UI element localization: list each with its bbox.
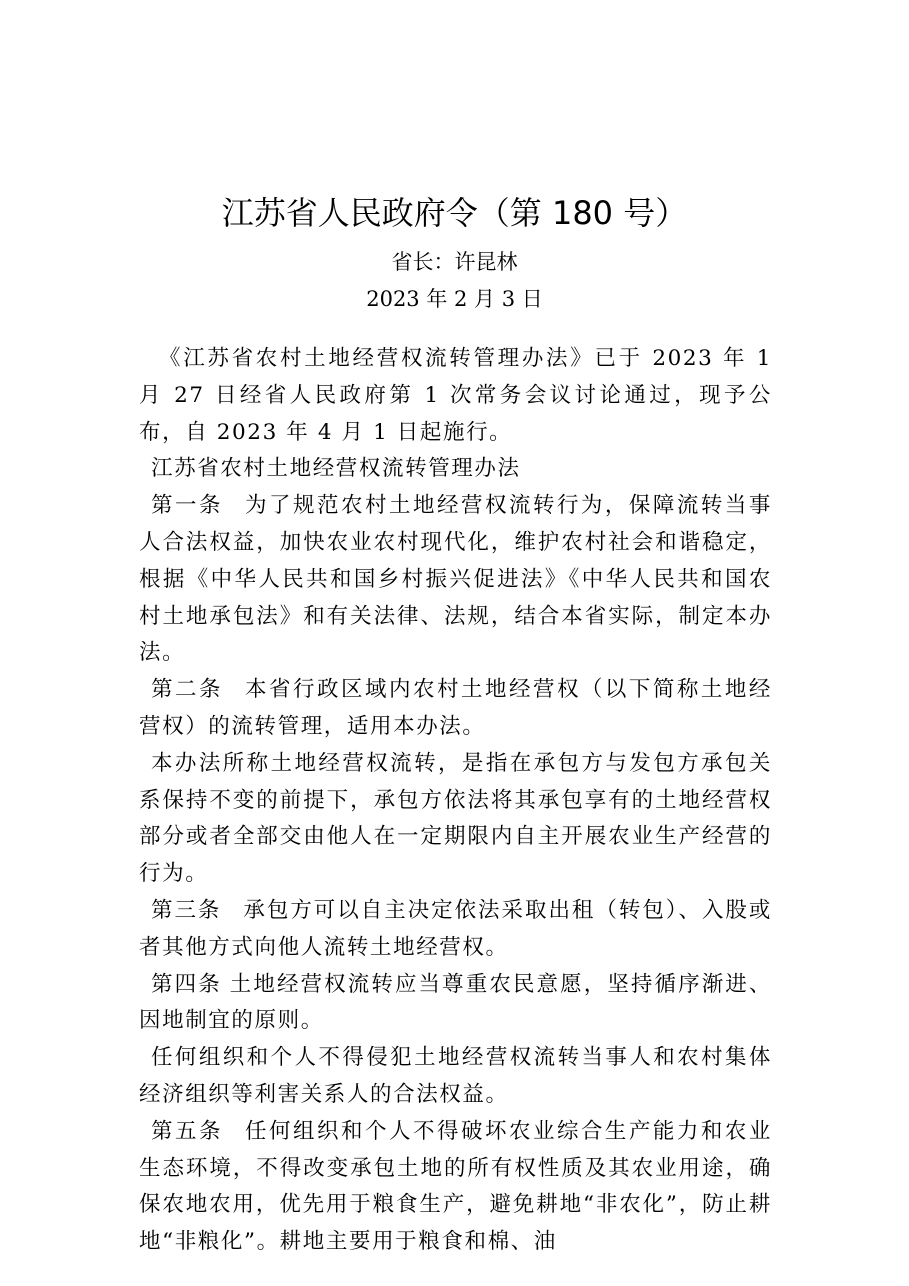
- paragraph-text: 《江苏省农村土地经营权流转管理办法》已于 2023 年 1 月 27 日经省人民政府第 1 次常务会议讨论通过，现予公布，自 2023 年 4 月 1 日起施行。: [139, 346, 772, 445]
- article-4: [139, 967, 772, 1041]
- article-label: 第三条: [151, 897, 222, 923]
- article-2-paragraph-2: [139, 746, 772, 893]
- article-label: 第一条: [151, 493, 223, 519]
- article-1: [139, 488, 772, 672]
- paragraph-regulation-name: [139, 451, 772, 488]
- signer-line: 省长：许昆林: [391, 250, 518, 274]
- article-4-paragraph-2: [139, 1040, 772, 1114]
- article-label: 第四条: [151, 971, 222, 997]
- paragraph-text: 江苏省农村土地经营权流转管理办法: [151, 456, 521, 482]
- article-text: 为了规范农村土地经营权流转行为，保障流转当事人合法权益，加快农业农村现代化，维护农村社会和谐稳定，根据《中华人民共和国乡村振兴促进法》《中华人民共和国农村土地承包法》和有关法律、法规，结合本省实际，制定本办法。: [139, 493, 773, 666]
- article-5: [139, 1114, 772, 1261]
- article-label: 第二条: [151, 677, 223, 703]
- article-2: [139, 672, 772, 746]
- paragraph-announcement: [139, 341, 772, 451]
- article-text: 土地经营权流转应当尊重农民意愿，坚持循序渐进、因地制宜的原则。: [139, 971, 772, 1034]
- paragraph-text: 任何组织和个人不得侵犯土地经营权流转当事人和农村集体经济组织等利害关系人的合法权益。: [139, 1045, 772, 1107]
- article-text: 任何组织和个人不得破坏农业综合生产能力和农业生态环境，不得改变承包土地的所有权性质及其农业用途，确保农地农用，优先用于粮食生产，避免耕地“非农化”，防止耕地“非粮化”。耕地主要用于粮食和棉、油: [139, 1118, 773, 1255]
- article-text: 本省行政区域内农村土地经营权（以下简称土地经营权）的流转管理，适用本办法。: [139, 677, 773, 739]
- paragraph-text: 本办法所称土地经营权流转，是指在承包方与发包方承包关系保持不变的前提下，承包方依法将其承包享有的土地经营权部分或者全部交由他人在一定期限内自主开展农业生产经营的行为。: [139, 750, 772, 887]
- document-title: 江苏省人民政府令（第 180 号）: [221, 194, 688, 232]
- article-text: 承包方可以自主决定依法采取出租（转包）、入股或者其他方式向他人流转土地经营权。: [139, 897, 772, 960]
- document-body: [139, 341, 772, 1261]
- issue-date: 2023 年 2 月 3 日: [366, 287, 543, 311]
- article-3: [139, 893, 772, 967]
- article-label: 第五条: [151, 1118, 223, 1144]
